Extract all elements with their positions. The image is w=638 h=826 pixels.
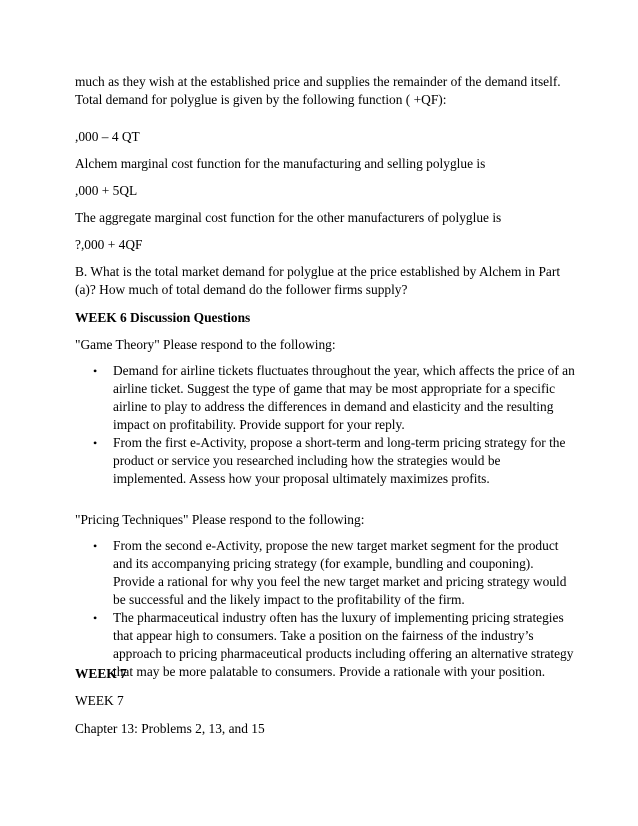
list-item-text: Demand for airline tickets fluctuates throughout the year, which affects the price of an airline ticket. Suggest the type of game that may be most appropriate for a specific airline to play to address the differences in demand and elasticity and the resulting impact on profitability. Provide support for your reply. (113, 363, 575, 432)
heading-week6: WEEK 6 Discussion Questions (75, 310, 251, 325)
bullet-icon: • (93, 436, 98, 450)
game-theory-prompt: "Game Theory" Please respond to the following: (75, 337, 336, 352)
pricing-techniques-prompt: "Pricing Techniques" Please respond to the following: (75, 512, 365, 527)
game-theory-list (75, 362, 575, 488)
list-item (75, 362, 575, 434)
list-item-text: From the first e-Activity, propose a short-term and long-term pricing strategy for the product or service you researched including how the strategies would be implemented. Assess how your proposal ultimately maximizes profits. (113, 435, 566, 486)
question-b: B. What is the total market demand for polyglue at the price established by Alchem in Part (a)? How much of total demand do the follower firms supply? (75, 264, 561, 297)
list-item (75, 537, 575, 609)
bullet-icon: • (93, 611, 98, 625)
list-item-text: The pharmaceutical industry often has the luxury of implementing pricing strategies that appear high to consumers. Take a position on the fairness of the industry’s approach to pricing pharmaceutical products including offering an alternative strategy that may be more palatable to consumers. Provide a rationale with your position. (113, 610, 574, 679)
bullet-icon: • (93, 364, 98, 378)
paragraph-alchem-mc: Alchem marginal cost function for the manufacturing and selling polyglue is (75, 156, 486, 171)
aggregate-mc-function: ?,000 + 4QF (75, 237, 143, 252)
pricing-list (75, 537, 575, 681)
alchem-mc-function: ,000 + 5QL (75, 183, 138, 198)
list-item (75, 434, 575, 488)
bullet-icon: • (93, 539, 98, 553)
chapter-problems: Chapter 13: Problems 2, 13, and 15 (75, 721, 265, 736)
heading-week7-repeat: WEEK 7 (75, 693, 124, 708)
list-item-text: From the second e-Activity, propose the new target market segment for the product and its accompanying pricing strategy (for example, bundling and couponing). Provide a rational for why you feel the new target market and pricing strategy would be successful and the likely impact to the profitability of the firm. (113, 538, 567, 607)
demand-function: ,000 – 4 QT (75, 129, 140, 144)
heading-week7: WEEK 7 (75, 666, 127, 681)
paragraph-demand-intro: much as they wish at the established price and supplies the remainder of the demand itself. Total demand for polyglue is given by the following function ( +QF): (75, 74, 561, 107)
paragraph-aggregate-mc: The aggregate marginal cost function for the other manufacturers of polyglue is (75, 210, 502, 225)
